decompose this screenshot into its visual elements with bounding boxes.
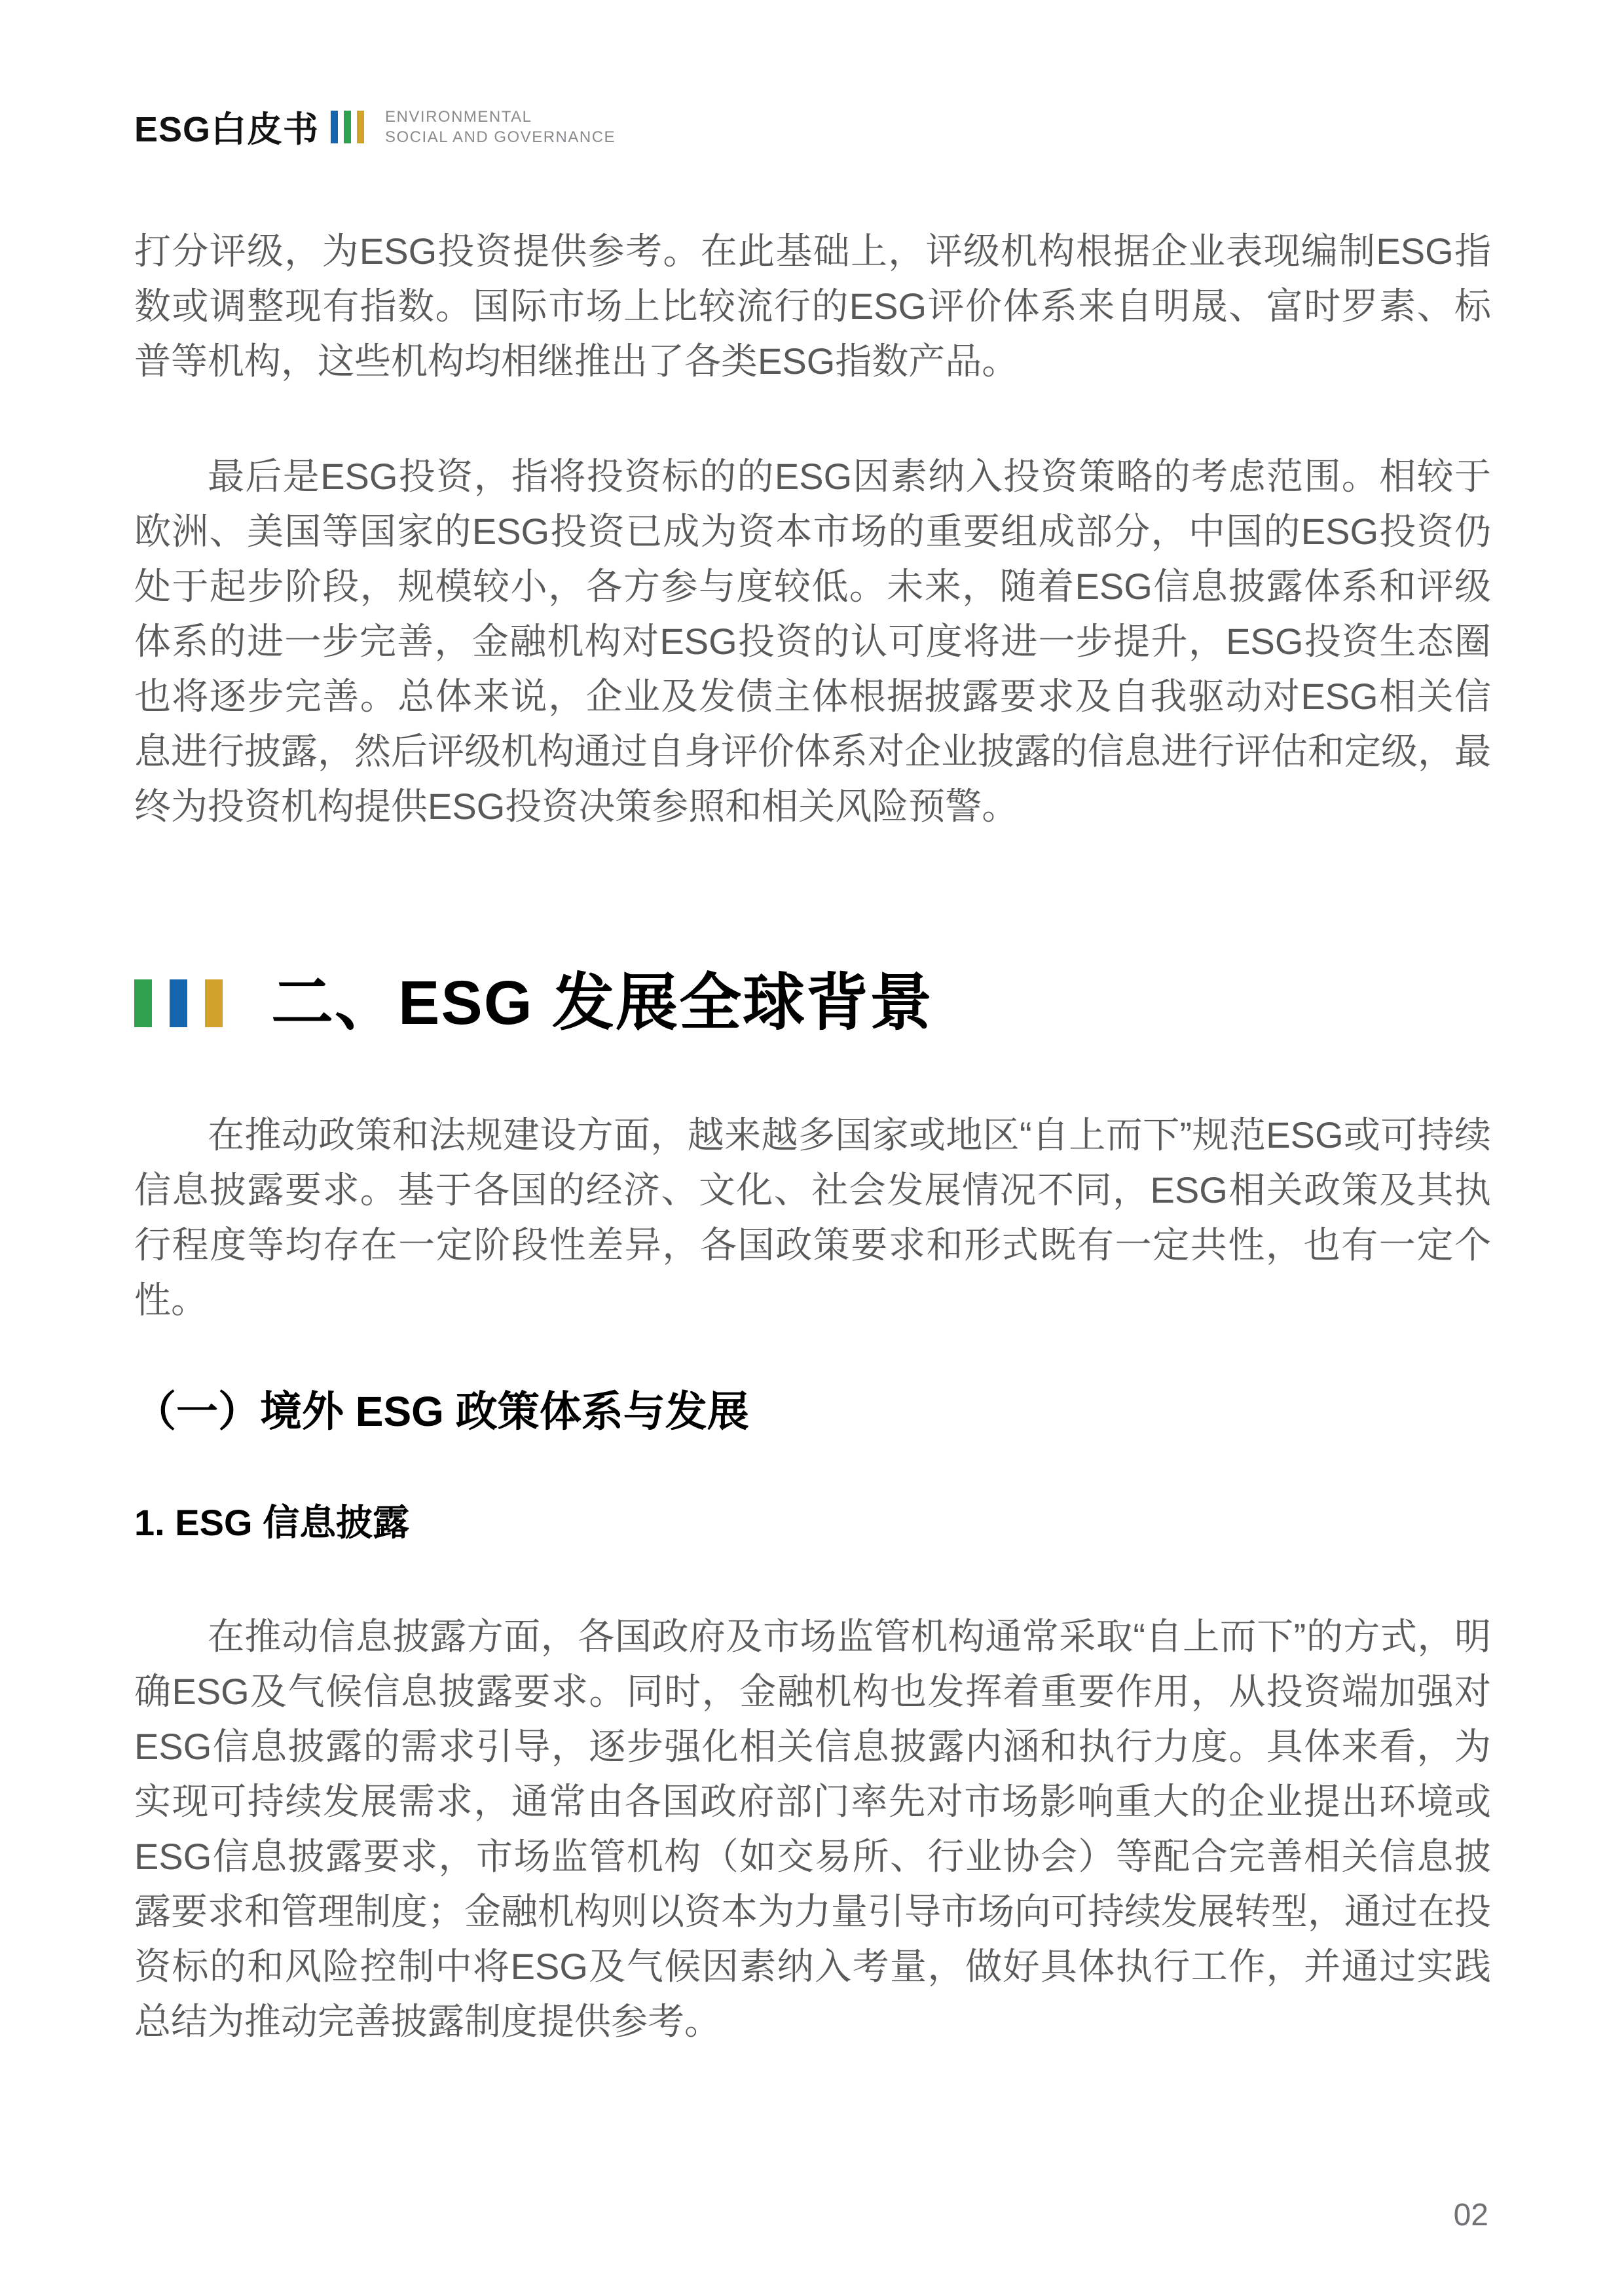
logo-tagline bbox=[385, 107, 616, 147]
logo-title: ESG白皮书 bbox=[134, 110, 320, 149]
paragraph-disclosure-detail: 在推动信息披露方面，各国政府及市场监管机构通常采取“自上而下”的方式，明确ESG及气候信息披露要求。同时，金融机构也发挥着重要作用，从投资端加强对ESG信息披露的需求引导，逐步强化相关信息披露内涵和执行力度。具体来看，为实现可持续发展需求，通常由各国政府部门率先对市场影响重大的企业提出环境或ESG信息披露要求，市场监管机构（如交易所、行业协会）等配合完善相关信息披露要求和管理制度；金融机构则以资本为力量引导市场向可持续发展转型，通过在投资标的和风险控制中将ESG及气候因素纳入考量，做好具体执行工作，并通过实践总结为推动完善披露制度提供参考。 bbox=[134, 1616, 1492, 2043]
marker-bar-green-icon bbox=[134, 979, 152, 1027]
paragraph-policy-regulation: 在推动政策和法规建设方面，越来越多国家或地区“自上而下”规范ESG或可持续信息披露要求。基于各国的经济、文化、社会发展情况不同，ESG相关政策及其执行程度等均存在一定阶段性差异，各国政策要求和形式既有一定共性，也有一定个性。 bbox=[134, 1114, 1491, 1321]
subsubsection-title-esg-disclosure: 1. ESG 信息披露 bbox=[134, 1501, 410, 1543]
subsection-title-overseas-esg-policy: （一）境外 ESG 政策体系与发展 bbox=[134, 1388, 749, 1436]
section-heading-global-background bbox=[134, 968, 1491, 1039]
logo-bar-blue-icon bbox=[331, 111, 338, 143]
logo-bar-gold-icon bbox=[357, 111, 364, 143]
paragraph-esg-rating: 打分评级，为ESG投资提供参考。在此基础上，评级机构根据企业表现编制ESG指数或调整现有指数。国际市场上比较流行的ESG评价体系来自明晟、富时罗素、标普等机构，这些机构均相继推出了各类ESG指数产品。 bbox=[134, 230, 1491, 382]
logo-bar-green-icon bbox=[344, 111, 351, 143]
logo-tagline-line2: SOCIAL AND GOVERNANCE bbox=[385, 128, 616, 146]
section-title: 二、ESG 发展全球背景 bbox=[271, 968, 934, 1038]
logo-tagline-line1: ENVIRONMENTAL bbox=[385, 107, 532, 126]
page-body bbox=[134, 224, 1491, 2109]
page-header bbox=[134, 101, 616, 152]
paragraph-esg-investment: 最后是ESG投资，指将投资标的的ESG因素纳入投资策略的考虑范围。相较于欧洲、美国等国家的ESG投资已成为资本市场的重要组成部分，中国的ESG投资仍处于起步阶段，规模较小，各方参与度较低。未来，随着ESG信息披露体系和评级体系的进一步完善，金融机构对ESG投资的认可度将进一步提升，ESG投资生态圈也将逐步完善。总体来说，企业及发债主体根据披露要求及自我驱动对ESG相关信息进行披露，然后评级机构通过自身评价体系对企业披露的信息进行评估和定级，最终为投资机构提供ESG投资决策参照和相关风险预警。 bbox=[134, 456, 1491, 827]
section-marker-bars-icon bbox=[134, 979, 223, 1027]
marker-bar-blue-icon bbox=[170, 979, 187, 1027]
logo-bars-icon bbox=[331, 111, 364, 143]
page-number: 02 bbox=[1453, 2198, 1488, 2232]
marker-bar-gold-icon bbox=[205, 979, 223, 1027]
